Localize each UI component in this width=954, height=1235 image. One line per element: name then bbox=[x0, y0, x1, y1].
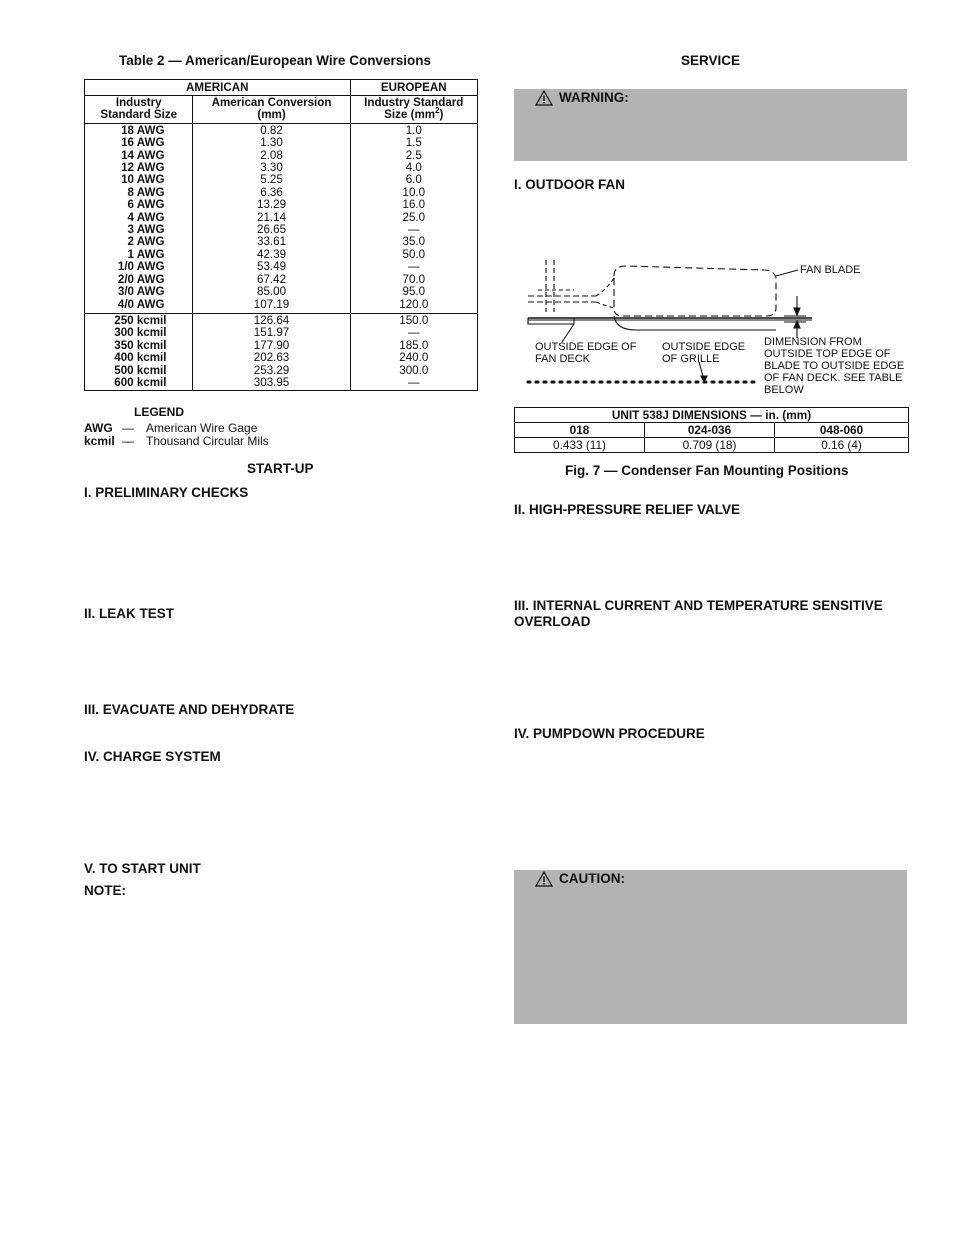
awg-row-european: 16.0 bbox=[402, 198, 426, 212]
overload-heading-line2: OVERLOAD bbox=[514, 614, 591, 629]
awg-row-american: 13.29 bbox=[257, 198, 287, 212]
awg-row-size: 2/0 AWG bbox=[117, 272, 165, 286]
unit-dimensions-table bbox=[514, 407, 909, 453]
dim-value-024-036: 0.709 (18) bbox=[645, 438, 775, 453]
awg-row-european: 50.0 bbox=[402, 247, 426, 261]
dimension-label-line3: BLADE TO OUTSIDE EDGE bbox=[764, 360, 905, 372]
fan-deck-label-line1: OUTSIDE EDGE OF bbox=[535, 341, 637, 353]
awg-row-european: — bbox=[407, 260, 420, 274]
kcmil-american-cell bbox=[193, 313, 350, 390]
awg-row-american: 42.39 bbox=[257, 247, 287, 261]
awg-row-european: 1.0 bbox=[405, 123, 422, 137]
dimension-label-line4: OF FAN DECK. SEE TABLE bbox=[764, 372, 903, 384]
fan-deck-label-line2: FAN DECK bbox=[535, 353, 591, 365]
warning-header bbox=[535, 90, 629, 106]
kcmil-row-american: 126.64 bbox=[253, 313, 290, 327]
preliminary-checks-heading: I. PRELIMINARY CHECKS bbox=[84, 485, 249, 500]
grille-label-line1: OUTSIDE EDGE bbox=[662, 341, 746, 353]
group-american-header: AMERICAN bbox=[85, 80, 351, 96]
awg-row-size: 6 AWG bbox=[127, 198, 165, 212]
col-american-conversion bbox=[193, 96, 350, 124]
charge-system-heading: IV. CHARGE SYSTEM bbox=[84, 749, 221, 764]
awg-row-european: 120.0 bbox=[399, 297, 429, 311]
legend-awg-text: American Wire Gage bbox=[146, 421, 258, 435]
dimension-label-line2: OUTSIDE TOP EDGE OF bbox=[764, 348, 891, 360]
awg-row-american: 5.25 bbox=[260, 173, 283, 187]
awg-american-cell bbox=[193, 123, 350, 313]
awg-row-size: 10 AWG bbox=[121, 173, 165, 187]
start-unit-heading: V. TO START UNIT bbox=[84, 861, 201, 876]
awg-row-size: 1 AWG bbox=[127, 247, 165, 261]
awg-row-american: 26.65 bbox=[257, 223, 287, 237]
col3-close-paren: ) bbox=[439, 108, 444, 122]
awg-row-european: 1.5 bbox=[405, 136, 422, 150]
kcmil-row-european: 150.0 bbox=[399, 313, 429, 327]
kcmil-size-cell bbox=[85, 313, 193, 390]
awg-row-american: 85.00 bbox=[257, 285, 287, 299]
kcmil-row-european: — bbox=[407, 326, 420, 340]
kcmil-row-size: 500 kcmil bbox=[114, 363, 167, 377]
awg-row-european: 4.0 bbox=[405, 161, 422, 175]
awg-row-size: 12 AWG bbox=[121, 161, 165, 175]
kcmil-european-cell bbox=[350, 313, 477, 390]
kcmil-row-american: 303.95 bbox=[253, 375, 290, 389]
startup-heading: START-UP bbox=[247, 461, 314, 476]
awg-row-american: 0.82 bbox=[260, 123, 283, 137]
awg-row-american: 107.19 bbox=[253, 297, 290, 311]
warning-box bbox=[514, 89, 907, 161]
kcmil-row-size: 250 kcmil bbox=[114, 313, 167, 327]
col2-line2: (mm) bbox=[257, 108, 286, 122]
legend-kcmil-text: Thousand Circular Mils bbox=[146, 434, 269, 448]
wire-conversion-table bbox=[84, 79, 478, 391]
dimension-label-line5: BELOW bbox=[764, 384, 804, 396]
awg-row-size: 16 AWG bbox=[121, 136, 165, 150]
dim-value-048-060: 0.16 (4) bbox=[775, 438, 909, 453]
awg-size-cell bbox=[85, 123, 193, 313]
fan-deck-label bbox=[535, 341, 636, 365]
kcmil-row-european: — bbox=[407, 375, 420, 389]
dimension-label-line1: DIMENSION FROM bbox=[764, 336, 862, 348]
awg-row-size: 1/0 AWG bbox=[117, 260, 165, 274]
fan-blade-outline bbox=[614, 266, 776, 316]
evacuate-heading: III. EVACUATE AND DEHYDRATE bbox=[84, 702, 295, 717]
awg-row-size: 14 AWG bbox=[121, 148, 165, 162]
warning-label: WARNING: bbox=[559, 90, 629, 105]
dim-header-024-036: 024-036 bbox=[645, 423, 775, 438]
outdoor-fan-heading: I. OUTDOOR FAN bbox=[514, 177, 625, 192]
service-heading: SERVICE bbox=[681, 53, 741, 68]
leak-test-heading: II. LEAK TEST bbox=[84, 606, 175, 621]
awg-row-european: 95.0 bbox=[402, 285, 426, 299]
awg-row-size: 3 AWG bbox=[127, 223, 165, 237]
kcmil-row-european: 240.0 bbox=[399, 351, 429, 365]
col2-line1: American Conversion bbox=[211, 96, 332, 109]
overload-heading bbox=[514, 598, 907, 630]
kcmil-row-size: 400 kcmil bbox=[114, 351, 167, 365]
kcmil-row-size: 300 kcmil bbox=[114, 326, 167, 340]
kcmil-row-american: 253.29 bbox=[253, 363, 290, 377]
dimension-label bbox=[764, 336, 904, 396]
note-label: NOTE: bbox=[84, 883, 126, 898]
kcmil-row-european: 300.0 bbox=[399, 363, 429, 377]
awg-row-american: 53.49 bbox=[257, 260, 287, 274]
awg-row-size: 2 AWG bbox=[127, 235, 165, 249]
legend-kcmil-abbr: kcmil bbox=[84, 434, 115, 448]
fan-blade-label: FAN BLADE bbox=[800, 264, 861, 276]
awg-row-size: 4 AWG bbox=[127, 210, 165, 224]
legend-list bbox=[84, 422, 269, 448]
awg-row-american: 33.61 bbox=[257, 235, 287, 249]
awg-row-european: 35.0 bbox=[402, 235, 426, 249]
legend-awg-dash: — bbox=[122, 421, 134, 435]
awg-row-american: 2.08 bbox=[260, 148, 283, 162]
col3-line1: Industry Standard bbox=[364, 96, 464, 109]
col3-superscript: 2 bbox=[435, 106, 440, 116]
awg-row-american: 67.42 bbox=[257, 272, 287, 286]
awg-european-cell bbox=[350, 123, 477, 313]
col1-line2: Standard Size bbox=[100, 108, 178, 122]
kcmil-row-size: 600 kcmil bbox=[114, 375, 167, 389]
col1-line1: Industry bbox=[115, 96, 162, 109]
legend-awg-abbr: AWG bbox=[84, 421, 113, 435]
warning-triangle-icon bbox=[535, 90, 553, 106]
awg-row-european: 25.0 bbox=[402, 210, 426, 224]
pumpdown-heading: IV. PUMPDOWN PROCEDURE bbox=[514, 726, 705, 741]
kcmil-row-american: 151.97 bbox=[253, 326, 290, 340]
awg-row-size: 4/0 AWG bbox=[117, 297, 165, 311]
dim-table-title: UNIT 538J DIMENSIONS — in. (mm) bbox=[515, 408, 909, 423]
group-european-header: EUROPEAN bbox=[350, 80, 477, 96]
awg-row-american: 3.30 bbox=[260, 161, 283, 175]
awg-row-european: 6.0 bbox=[405, 173, 422, 187]
caution-box bbox=[514, 870, 907, 1024]
awg-row-european: 10.0 bbox=[402, 185, 426, 199]
legend-kcmil bbox=[84, 435, 269, 448]
col-industry-standard-mm2 bbox=[350, 96, 477, 124]
dim-header-048-060: 048-060 bbox=[775, 423, 909, 438]
awg-row-american: 21.14 bbox=[257, 210, 287, 224]
awg-row-size: 3/0 AWG bbox=[117, 285, 165, 299]
col3-line2 bbox=[351, 106, 477, 122]
awg-row-american: 6.36 bbox=[260, 185, 283, 199]
kcmil-row-american: 202.63 bbox=[253, 351, 290, 365]
figure7-caption: Fig. 7 — Condenser Fan Mounting Positions bbox=[565, 463, 849, 478]
dim-header-018: 018 bbox=[515, 423, 645, 438]
awg-row-european: — bbox=[407, 223, 420, 237]
table2-title: Table 2 — American/European Wire Conversions bbox=[119, 53, 431, 68]
kcmil-row-american: 177.90 bbox=[253, 338, 290, 352]
awg-row-size: 18 AWG bbox=[121, 123, 165, 137]
awg-row-american: 1.30 bbox=[260, 136, 283, 150]
legend-title: LEGEND bbox=[134, 405, 185, 419]
relief-valve-heading: II. HIGH-PRESSURE RELIEF VALVE bbox=[514, 502, 741, 517]
legend-kcmil-dash: — bbox=[122, 434, 134, 448]
awg-row-european: 70.0 bbox=[402, 272, 426, 286]
overload-heading-line1: III. INTERNAL CURRENT AND TEMPERATURE SENSITIVE bbox=[514, 598, 883, 613]
grille-label bbox=[662, 341, 745, 365]
caution-label: CAUTION: bbox=[559, 871, 625, 886]
caution-header bbox=[535, 871, 625, 887]
kcmil-row-european: 185.0 bbox=[399, 338, 429, 352]
kcmil-row-size: 350 kcmil bbox=[114, 338, 167, 352]
awg-row-size: 8 AWG bbox=[127, 185, 165, 199]
dim-value-018: 0.433 (11) bbox=[515, 438, 645, 453]
grille-label-line2: OF GRILLE bbox=[662, 353, 720, 365]
col-industry-standard-size bbox=[85, 96, 193, 124]
caution-triangle-icon bbox=[535, 871, 553, 887]
col3-size-text: Size (mm bbox=[384, 108, 436, 122]
awg-row-european: 2.5 bbox=[405, 148, 422, 162]
